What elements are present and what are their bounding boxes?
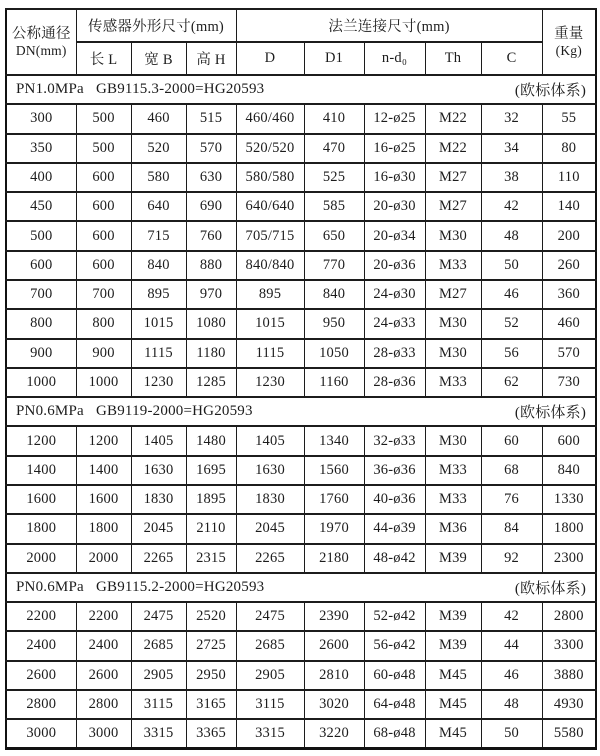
- table-row: [6, 602, 596, 631]
- spec-cell: 840/840: [236, 251, 304, 280]
- spec-cell: 760: [186, 221, 236, 250]
- spec-cell: 64-ø48: [364, 690, 425, 719]
- spec-cell: M22: [425, 134, 481, 163]
- spec-cell: 2000: [76, 544, 131, 573]
- spec-cell: 650: [304, 221, 364, 250]
- spec-cell: 260: [542, 251, 596, 280]
- spec-cell: 3000: [6, 719, 76, 748]
- spec-cell: 1800: [76, 514, 131, 543]
- spec-cell: 1015: [236, 309, 304, 338]
- spec-cell: 3365: [186, 719, 236, 748]
- spec-cell: 2315: [186, 544, 236, 573]
- spec-cell: M33: [425, 368, 481, 397]
- spec-cell: 2600: [304, 631, 364, 660]
- spec-cell: 2520: [186, 602, 236, 631]
- header-weight-title: 重量: [554, 25, 584, 42]
- spec-cell: 800: [76, 309, 131, 338]
- section-header-row: [6, 75, 596, 104]
- spec-cell: M27: [425, 192, 481, 221]
- spec-cell: M27: [425, 163, 481, 192]
- spec-cell: 3300: [542, 631, 596, 660]
- spec-cell: M39: [425, 631, 481, 660]
- spec-cell: 2045: [131, 514, 186, 543]
- spec-cell: 1560: [304, 456, 364, 485]
- table-row: [6, 719, 596, 748]
- spec-cell: 80: [542, 134, 596, 163]
- spec-cell: 68: [481, 456, 542, 485]
- spec-cell: 770: [304, 251, 364, 280]
- dimension-spec-table: [5, 8, 597, 750]
- spec-cell: M30: [425, 221, 481, 250]
- header-weight-unit: (Kg): [555, 42, 582, 58]
- spec-cell: 630: [186, 163, 236, 192]
- header-n-d0: n-d₀: [364, 42, 425, 75]
- spec-cell: 1000: [6, 368, 76, 397]
- spec-cell: 1760: [304, 485, 364, 514]
- spec-cell: 76: [481, 485, 542, 514]
- header-nominal-diameter-title: 公称通径: [11, 25, 71, 42]
- section-note-label: (欧标体系): [514, 83, 587, 100]
- spec-cell: 3115: [131, 690, 186, 719]
- section-header-content: [7, 79, 595, 100]
- spec-cell: 1200: [6, 426, 76, 455]
- spec-cell: 3165: [186, 690, 236, 719]
- spec-cell: 60-ø48: [364, 661, 425, 690]
- table-row: [6, 368, 596, 397]
- spec-cell: 42: [481, 192, 542, 221]
- spec-cell: 880: [186, 251, 236, 280]
- spec-cell: 28-ø33: [364, 339, 425, 368]
- spec-cell: 470: [304, 134, 364, 163]
- spec-cell: 3880: [542, 661, 596, 690]
- spec-cell: 2600: [6, 661, 76, 690]
- spec-cell: 50: [481, 719, 542, 748]
- spec-cell: 515: [186, 104, 236, 133]
- spec-cell: 2400: [76, 631, 131, 660]
- spec-cell: 2200: [76, 602, 131, 631]
- spec-cell: M27: [425, 280, 481, 309]
- spec-cell: 715: [131, 221, 186, 250]
- spec-cell: 68-ø48: [364, 719, 425, 748]
- spec-cell: 2180: [304, 544, 364, 573]
- spec-cell: 4930: [542, 690, 596, 719]
- spec-cell: 40-ø36: [364, 485, 425, 514]
- spec-cell: M45: [425, 661, 481, 690]
- spec-cell: 460: [542, 309, 596, 338]
- header-sensor-dimensions-group: 传感器外形尺寸(mm): [76, 9, 236, 42]
- spec-cell: 600: [76, 163, 131, 192]
- spec-cell: 1160: [304, 368, 364, 397]
- spec-cell: 48: [481, 690, 542, 719]
- spec-cell: 20-ø34: [364, 221, 425, 250]
- spec-cell: 1630: [236, 456, 304, 485]
- spec-cell: 690: [186, 192, 236, 221]
- spec-cell: 2390: [304, 602, 364, 631]
- table-row: [6, 456, 596, 485]
- spec-cell: 38: [481, 163, 542, 192]
- spec-cell: 950: [304, 309, 364, 338]
- spec-cell: 580/580: [236, 163, 304, 192]
- spec-cell: 110: [542, 163, 596, 192]
- spec-cell: 580: [131, 163, 186, 192]
- spec-cell: 42: [481, 602, 542, 631]
- table-row: [6, 309, 596, 338]
- spec-cell: 60: [481, 426, 542, 455]
- spec-cell: 410: [304, 104, 364, 133]
- spec-cell: 2400: [6, 631, 76, 660]
- spec-cell: 16-ø25: [364, 134, 425, 163]
- spec-cell: 48: [481, 221, 542, 250]
- spec-cell: 1200: [76, 426, 131, 455]
- section-standard-label: GB9119-2000=HG20593: [96, 403, 253, 420]
- table-row: [6, 280, 596, 309]
- spec-cell: 1695: [186, 456, 236, 485]
- spec-cell: 5580: [542, 719, 596, 748]
- spec-cell: 840: [131, 251, 186, 280]
- table-row: [6, 104, 596, 133]
- spec-cell: 640/640: [236, 192, 304, 221]
- spec-cell: 32-ø33: [364, 426, 425, 455]
- spec-cell: 895: [236, 280, 304, 309]
- spec-cell: 56: [481, 339, 542, 368]
- section-pressure-label: PN0.6MPa: [16, 403, 84, 420]
- spec-cell: 1115: [236, 339, 304, 368]
- spec-cell: M33: [425, 251, 481, 280]
- spec-cell: 1800: [542, 514, 596, 543]
- spec-cell: 56-ø42: [364, 631, 425, 660]
- header-flange-connection-group: 法兰连接尺寸(mm): [236, 9, 542, 42]
- spec-cell: 1405: [236, 426, 304, 455]
- spec-cell: 1330: [542, 485, 596, 514]
- spec-cell: 20-ø36: [364, 251, 425, 280]
- spec-cell: M45: [425, 719, 481, 748]
- spec-cell: 1895: [186, 485, 236, 514]
- spec-cell: 1000: [76, 368, 131, 397]
- spec-cell: 2905: [236, 661, 304, 690]
- spec-cell: 2600: [76, 661, 131, 690]
- spec-cell: 84: [481, 514, 542, 543]
- spec-cell: 1600: [6, 485, 76, 514]
- spec-cell: 460: [131, 104, 186, 133]
- spec-cell: 46: [481, 280, 542, 309]
- spec-cell: 2800: [6, 690, 76, 719]
- spec-cell: 44: [481, 631, 542, 660]
- spec-cell: 1180: [186, 339, 236, 368]
- section-header-cell: [6, 75, 596, 104]
- table-row: [6, 163, 596, 192]
- spec-cell: 2110: [186, 514, 236, 543]
- spec-cell: 200: [542, 221, 596, 250]
- spec-cell: 1230: [131, 368, 186, 397]
- section-pressure-label: PN1.0MPa: [16, 81, 84, 98]
- header-weight: [542, 9, 596, 75]
- table-row: [6, 661, 596, 690]
- spec-cell: 600: [76, 251, 131, 280]
- spec-cell: 900: [76, 339, 131, 368]
- spec-cell: 500: [76, 134, 131, 163]
- spec-cell: 2475: [131, 602, 186, 631]
- section-note-label: (欧标体系): [514, 405, 587, 422]
- spec-cell: 1285: [186, 368, 236, 397]
- spec-cell: 1405: [131, 426, 186, 455]
- spec-cell: 3315: [236, 719, 304, 748]
- spec-cell: 24-ø33: [364, 309, 425, 338]
- spec-cell: 2300: [542, 544, 596, 573]
- section-standard-label: GB9115.2-2000=HG20593: [96, 578, 265, 595]
- header-th: Th: [425, 42, 481, 75]
- spec-cell: 2265: [131, 544, 186, 573]
- header-d1: D1: [304, 42, 364, 75]
- spec-cell: 20-ø30: [364, 192, 425, 221]
- spec-cell: 600: [76, 221, 131, 250]
- spec-cell: 1080: [186, 309, 236, 338]
- spec-cell: 52: [481, 309, 542, 338]
- spec-cell: 600: [6, 251, 76, 280]
- spec-cell: 705/715: [236, 221, 304, 250]
- spec-cell: 300: [6, 104, 76, 133]
- table-row: [6, 339, 596, 368]
- spec-cell: 3315: [131, 719, 186, 748]
- spec-cell: 34: [481, 134, 542, 163]
- spec-cell: 24-ø30: [364, 280, 425, 309]
- spec-cell: 16-ø30: [364, 163, 425, 192]
- spec-cell: 2045: [236, 514, 304, 543]
- header-height-h: 高 H: [186, 42, 236, 75]
- table-row: [6, 544, 596, 573]
- spec-cell: 28-ø36: [364, 368, 425, 397]
- spec-cell: 1830: [131, 485, 186, 514]
- spec-cell: 400: [6, 163, 76, 192]
- spec-cell: 360: [542, 280, 596, 309]
- spec-cell: 3020: [304, 690, 364, 719]
- spec-cell: 525: [304, 163, 364, 192]
- spec-cell: 520: [131, 134, 186, 163]
- spec-cell: 1800: [6, 514, 76, 543]
- spec-cell: 895: [131, 280, 186, 309]
- spec-cell: 3000: [76, 719, 131, 748]
- spec-cell: 3220: [304, 719, 364, 748]
- section-header-content: [7, 401, 595, 422]
- spec-cell: 1230: [236, 368, 304, 397]
- spec-cell: 52-ø42: [364, 602, 425, 631]
- section-note-label: (欧标体系): [514, 580, 587, 597]
- table-row: [6, 514, 596, 543]
- spec-cell: 2800: [542, 602, 596, 631]
- table-row: [6, 221, 596, 250]
- section-header-row: [6, 573, 596, 602]
- spec-cell: 700: [6, 280, 76, 309]
- spec-cell: 350: [6, 134, 76, 163]
- header-nominal-diameter: [6, 9, 76, 75]
- spec-cell: M33: [425, 485, 481, 514]
- spec-cell: 1050: [304, 339, 364, 368]
- spec-cell: 700: [76, 280, 131, 309]
- header-c: C: [481, 42, 542, 75]
- spec-cell: 2000: [6, 544, 76, 573]
- spec-cell: 62: [481, 368, 542, 397]
- section-header-row: [6, 397, 596, 426]
- spec-cell: M33: [425, 456, 481, 485]
- spec-cell: 840: [304, 280, 364, 309]
- spec-cell: 570: [542, 339, 596, 368]
- spec-cell: 2725: [186, 631, 236, 660]
- header-d: D: [236, 42, 304, 75]
- spec-cell: 800: [6, 309, 76, 338]
- spec-cell: 2685: [131, 631, 186, 660]
- table-row: [6, 631, 596, 660]
- spec-cell: 1630: [131, 456, 186, 485]
- spec-cell: 3115: [236, 690, 304, 719]
- spec-cell: 500: [76, 104, 131, 133]
- spec-cell: 1115: [131, 339, 186, 368]
- table-row: [6, 251, 596, 280]
- spec-cell: 450: [6, 192, 76, 221]
- spec-cell: M39: [425, 602, 481, 631]
- spec-cell: 570: [186, 134, 236, 163]
- spec-cell: 1400: [6, 456, 76, 485]
- spec-cell: 32: [481, 104, 542, 133]
- spec-cell: 2475: [236, 602, 304, 631]
- spec-cell: 500: [6, 221, 76, 250]
- spec-cell: 1340: [304, 426, 364, 455]
- table-row: [6, 426, 596, 455]
- spec-cell: 2905: [131, 661, 186, 690]
- spec-cell: 2800: [76, 690, 131, 719]
- spec-cell: 55: [542, 104, 596, 133]
- spec-cell: 600: [542, 426, 596, 455]
- spec-cell: 1830: [236, 485, 304, 514]
- header-width-b: 宽 B: [131, 42, 186, 75]
- spec-cell: M36: [425, 514, 481, 543]
- spec-cell: 840: [542, 456, 596, 485]
- spec-cell: 44-ø39: [364, 514, 425, 543]
- spec-cell: M30: [425, 309, 481, 338]
- spec-cell: 1400: [76, 456, 131, 485]
- spec-cell: 585: [304, 192, 364, 221]
- spec-cell: 1600: [76, 485, 131, 514]
- spec-cell: 2265: [236, 544, 304, 573]
- spec-cell: 48-ø42: [364, 544, 425, 573]
- section-header-content: [7, 577, 595, 598]
- table-row: [6, 192, 596, 221]
- spec-cell: 460/460: [236, 104, 304, 133]
- section-standard-label: GB9115.3-2000=HG20593: [96, 81, 265, 98]
- header-length-l: 长 L: [76, 42, 131, 75]
- spec-cell: 2200: [6, 602, 76, 631]
- spec-cell: 600: [76, 192, 131, 221]
- spec-cell: 640: [131, 192, 186, 221]
- spec-cell: 46: [481, 661, 542, 690]
- spec-cell: M30: [425, 426, 481, 455]
- spec-cell: M30: [425, 339, 481, 368]
- spec-cell: 2685: [236, 631, 304, 660]
- spec-cell: 140: [542, 192, 596, 221]
- spec-cell: 2950: [186, 661, 236, 690]
- spec-cell: M39: [425, 544, 481, 573]
- header-nominal-diameter-unit: DN(mm): [15, 42, 67, 58]
- spec-cell: 730: [542, 368, 596, 397]
- spec-cell: 970: [186, 280, 236, 309]
- spec-cell: 12-ø25: [364, 104, 425, 133]
- section-pressure-label: PN0.6MPa: [16, 578, 84, 595]
- section-header-cell: [6, 397, 596, 426]
- table-row: [6, 485, 596, 514]
- spec-cell: 900: [6, 339, 76, 368]
- spec-cell: 1970: [304, 514, 364, 543]
- spec-cell: M45: [425, 690, 481, 719]
- table-row: [6, 690, 596, 719]
- spec-cell: 520/520: [236, 134, 304, 163]
- spec-cell: 1015: [131, 309, 186, 338]
- spec-cell: 1480: [186, 426, 236, 455]
- table-row: [6, 134, 596, 163]
- spec-cell: 50: [481, 251, 542, 280]
- spec-cell: 92: [481, 544, 542, 573]
- spec-cell: 36-ø36: [364, 456, 425, 485]
- section-header-cell: [6, 573, 596, 602]
- spec-cell: M22: [425, 104, 481, 133]
- spec-cell: 2810: [304, 661, 364, 690]
